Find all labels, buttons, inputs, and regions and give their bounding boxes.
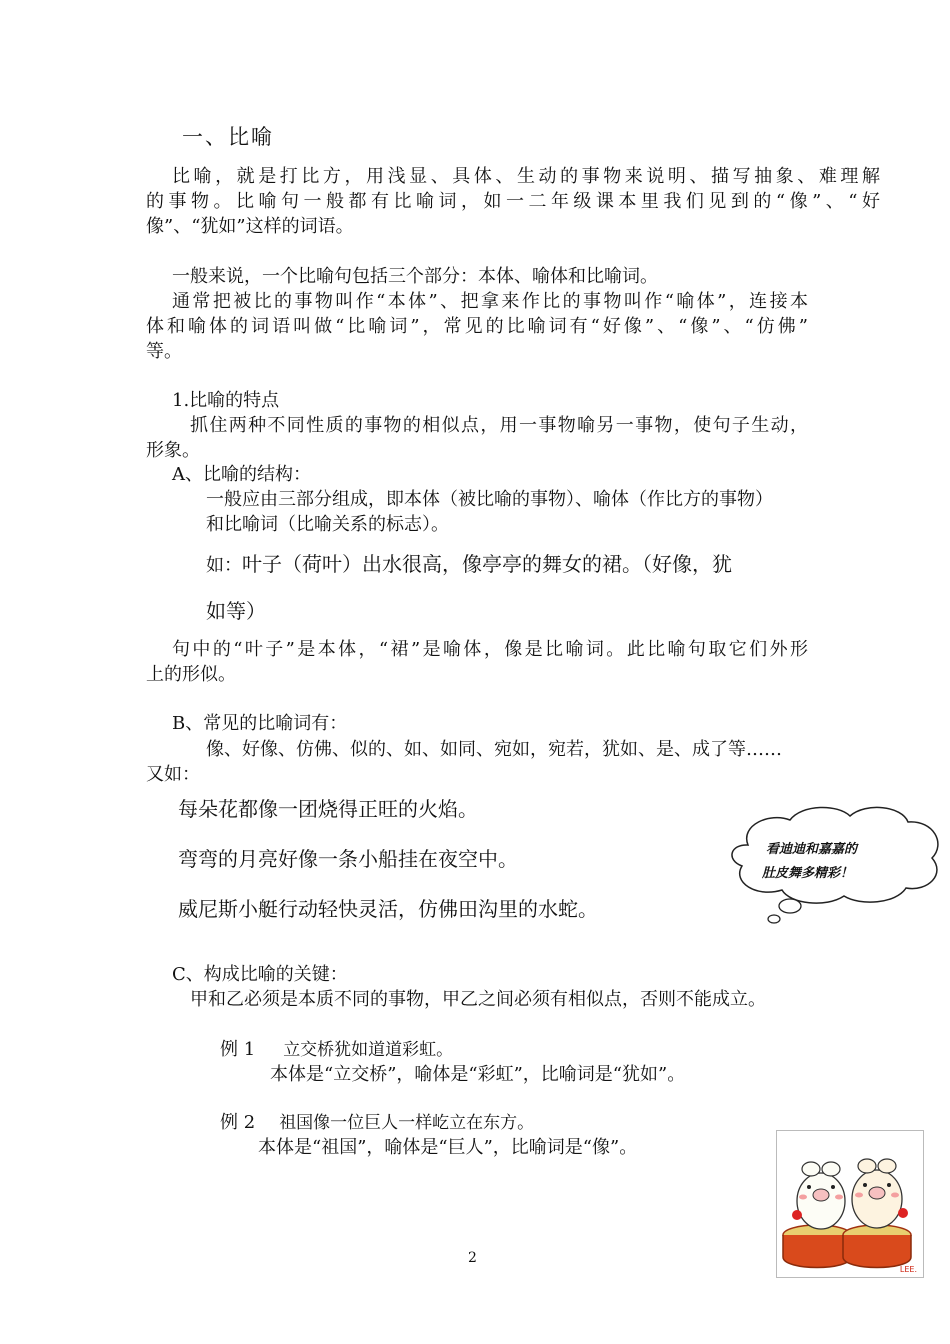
page-number: 2 bbox=[468, 1250, 477, 1266]
section-a-line-2: 和比喻词（比喻关系的标志）。 bbox=[206, 514, 449, 535]
section-a-title: A、比喻的结构： bbox=[172, 464, 311, 485]
pig-sticker bbox=[776, 1130, 924, 1278]
feature-line-2: 形象。 bbox=[146, 440, 200, 461]
example-1 bbox=[220, 1037, 453, 1063]
intro-line-2: 的事物。比喻句一般都有比喻词，如一二年级课本里我们见到的“像”、“好 bbox=[146, 191, 880, 212]
example-2-explain: 本体是“祖国”，喻体是“巨人”，比喻词是“像”。 bbox=[258, 1137, 638, 1158]
example-2 bbox=[220, 1110, 534, 1136]
section-a-line-1: 一般应由三部分组成，即本体（被比喻的事物）、喻体（作比方的事物） bbox=[206, 489, 773, 510]
also-label: 又如： bbox=[146, 764, 200, 785]
parts-line-1: 一般来说，一个比喻句包括三个部分：本体、喻体和比喻词。 bbox=[172, 266, 658, 287]
intro-line-3: 像”、“犹如”这样的词语。 bbox=[146, 216, 354, 237]
example-2-text: 祖国像一位巨人一样屹立在东方。 bbox=[279, 1113, 535, 1133]
dancing-pigs-illustration bbox=[777, 1131, 923, 1277]
bubble-line-1: 看迪迪和嘉嘉的 bbox=[766, 842, 858, 857]
section-a-explain-1: 句中的“叶子”是本体，“裙”是喻体，像是比喻词。此比喻句取它们外形 bbox=[172, 639, 808, 660]
example-text: 叶子（荷叶）出水很高，像亭亭的舞女的裙。（好像，犹 bbox=[242, 552, 732, 576]
intro-line-1: 比喻，就是打比方，用浅显、具体、生动的事物来说明、描写抽象、难理解 bbox=[172, 166, 880, 187]
section-c-line-1: 甲和乙必须是本质不同的事物，甲乙之间必须有相似点，否则不能成立。 bbox=[190, 989, 766, 1010]
simile-words: 像、好像、仿佛、似的、如、如同、宛如，宛若，犹如、是、成了等…… bbox=[206, 739, 782, 760]
b-example-2: 弯弯的月亮好像一条小船挂在夜空中。 bbox=[178, 847, 518, 871]
example-2-label: 例 2 bbox=[220, 1112, 256, 1133]
parts-line-3: 体和喻体的词语叫做“比喻词”，常见的比喻词有“好像”、“像”、“仿佛” bbox=[146, 316, 808, 337]
example-1-explain: 本体是“立交桥”，喻体是“彩虹”，比喻词是“犹如”。 bbox=[270, 1064, 686, 1085]
feature-title: 1.比喻的特点 bbox=[172, 390, 280, 411]
feature-line-1: 抓住两种不同性质的事物的相似点，用一事物喻另一事物，使句子生动， bbox=[190, 415, 808, 436]
section-a-example-cont: 如等） bbox=[206, 599, 266, 623]
thought-bubble bbox=[720, 800, 950, 930]
example-1-text: 立交桥犹如道道彩虹。 bbox=[283, 1040, 454, 1060]
example-1-label: 例 1 bbox=[220, 1039, 256, 1060]
b-example-3: 威尼斯小艇行动轻快灵活，仿佛田沟里的水蛇。 bbox=[178, 897, 598, 921]
example-prefix: 如： bbox=[206, 555, 242, 576]
section-a-explain-2: 上的形似。 bbox=[146, 664, 236, 685]
sticker-mark: LEE. bbox=[899, 1265, 917, 1274]
parts-line-2: 通常把被比的事物叫作“本体”、把拿来作比的事物叫作“喻体”，连接本 bbox=[172, 291, 808, 312]
b-example-1: 每朵花都像一团烧得正旺的火焰。 bbox=[178, 797, 478, 821]
parts-line-4: 等。 bbox=[146, 341, 182, 362]
page-heading: 一、比喻 bbox=[182, 125, 274, 149]
bubble-line-2: 肚皮舞多精彩！ bbox=[762, 866, 854, 881]
section-c-title: C、构成比喻的关键： bbox=[172, 964, 348, 985]
section-b-title: B、常见的比喻词有： bbox=[172, 713, 348, 734]
section-a-example bbox=[206, 551, 732, 579]
